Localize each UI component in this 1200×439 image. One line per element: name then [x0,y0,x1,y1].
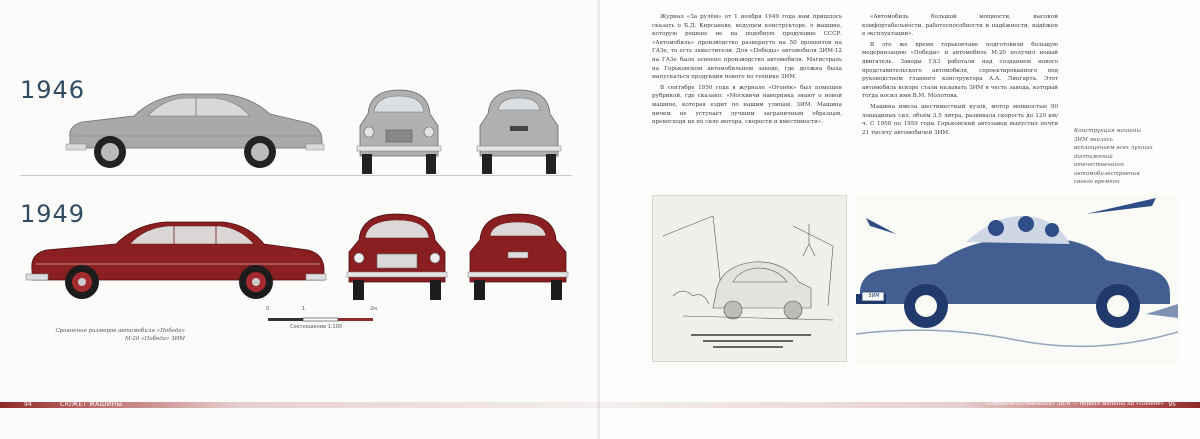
scale-label: Соотношение 1:100 [290,324,343,330]
paragraph: «Автомобиль большой мощности, высокой комфортабельности, работоспособности и надёжности, надёжен в эксплуатации». [862,14,1058,38]
paragraph: Машина имела шестиместный кузов, мотор мощностью 90 лошадиных сил, объём 3,5 литра, развивала скорость до 120 км/ч. С 1950 по 1959 годы Горьковский автозавод выпустил почти 21 тысячу автомобилей ЗИМ. [862,103,1058,136]
paragraph: В это же время горьковчане подготовили большую модернизацию «Победы» и автомобиль М-20 получил новый двигатель. Заводы ГАЗ работали над созданием нового представительского автомобиля, спроектированного под руководством главного конструктора А.А. Липгарта. Этот автомобиль вскоре стали называть ЗИМ в честь завода, который тогда носил имя В.М. Молотова. [862,41,1058,100]
car-1949-side-view [26,210,326,302]
left-page-number: 94 [24,401,32,408]
scale-tick-1: 1 [302,306,306,312]
car-1949-rear-view [466,210,571,302]
comparison-caption: Сравнение размеров автомобиля «Победа» М-20 «Победа» ЗИМ [55,328,185,342]
poster-illustration [856,194,1178,364]
scale-tick-0: 0 [266,306,270,312]
year-1949-label: 1949 [20,200,86,228]
car-1946-front-view [354,86,444,176]
right-footer [600,400,1200,410]
left-footer [0,400,600,410]
car-1946-rear-view [474,86,564,176]
text-column-2 [862,13,1058,139]
poster-car-drawing [856,194,1178,364]
right-running-title: «Правительственный» ЗИМ — первая машина на «Победе» [985,401,1164,407]
side-note: Конструкция машины ЗИМ явилась воплощением всех лучших достижений отечественного автомобилестроения своего времени [1074,128,1153,185]
paragraph: В сентябре 1950 года в журнале «Огонёк» был помещен рубрикой, где сказано: «Москвичи наверняка знают о новой машине, которая ездит по нашим улицам. ЗИМ. Машина ничем не уступает лучшим заграничным образцам, превосходя их по силе мотора, скорости и вместимости». [652,84,842,126]
left-section-label: СЮЖЕТ МАШИНЫ [60,401,123,408]
sketch-photo [652,195,847,362]
paragraph: Журнал «За рулём» от 1 ноября 1949 года нам пришлось сказать о Б.Д. Кирсанове, ведущем конструкторе, о машине, которую решено не на подобную продукцию СССР. «Автомобиль» производство развернуто на 50 процентов на ГАЗе, то есть заместители. Для «Победы» автомобиля ЗИМ-12 на ГАЗе было освоено производство автомобиля. Магистраль на Горьковском автомобильном заводе, где должна была выпускаться продукция нового по технике ЗИМ. [652,14,842,81]
poster-plate-text: ЗИМ [868,293,880,299]
text-column-1 [652,13,842,129]
car-1949-front-view [345,210,450,302]
right-page-number: 95 [1168,401,1176,408]
car-1946-side-view [64,86,326,176]
year-1946-label: 1946 [20,76,86,104]
scale-tick-2: 2м [370,306,377,312]
